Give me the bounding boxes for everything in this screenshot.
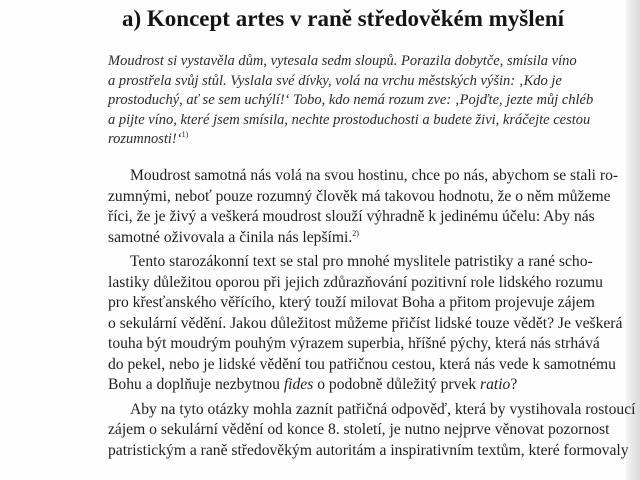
paragraph-line: o sekulární vědění. Jakou důležitost můžeme přičíst lidské touze vědět? Je veškerá: [108, 314, 623, 332]
footnote-marker: 1): [181, 130, 189, 140]
paragraph-line: [108, 228, 628, 249]
quote-line: a pijte víno, které jsem smísila, nechte prostoduchosti a budete živi, kráčejte cestou: [108, 111, 591, 128]
paragraph-line: lastiky důležitou oporou při jejich zdůrazňování pozitivní role lidského rozumu: [108, 273, 603, 291]
paragraph-line: touha být moudrým pouhým výrazem superbia, hříšné pýchy, která nás strhává: [108, 335, 600, 352]
paragraph-line: Aby na tyto otázky mohla zaznít patřičná odpověď, která by vystihovala rostoucí: [130, 400, 636, 418]
quote-line: [108, 130, 628, 150]
paragraph-line: zumnými, neboť pouze rozumný člověk má takovou hodnotu, že o něm můžeme: [108, 187, 611, 205]
line-segment: Bohu a doplňuje nezbytnou: [108, 376, 284, 393]
paragraph-line: Moudrost samotná nás volá na svou hostinu, chce po nás, abychom se stali ro-: [130, 167, 619, 184]
quote-line-text: rozumnosti!‘: [108, 131, 182, 148]
quote-line: prostoduchý, ať se sem uchýlí!‘ Tobo, kdo nemá rozum zve: ‚Pojďte, jezte můj chléb: [108, 92, 594, 109]
latin-term-fides: fides: [283, 376, 314, 393]
epigraph-quote: [108, 52, 628, 150]
footnote-marker: 2): [352, 228, 359, 238]
paragraph-line: Tento starozákonní text se stal pro mnohé myslitele patristiky a rané scho-: [130, 253, 593, 270]
paragraph-line: říci, že je živý a veškerá moudrost slouží výhradně k jedinému účelu: Aby nás: [108, 208, 595, 225]
paragraph: [108, 166, 628, 248]
paragraph-line: do pekel, nebo je lidské vědění tou patřičnou cestou, která nás vede k samotnému: [108, 355, 616, 373]
paragraph-line: patristickým a raně středověkým autoritám a inspirativním textům, které formovaly: [108, 441, 629, 459]
paragraph-line: zájem o sekulární vědění od konce 8. století, je nutno nejprve věnovat pozornost: [108, 421, 610, 438]
paragraph-line: [108, 375, 628, 396]
paragraph: [108, 252, 628, 396]
body-text: [108, 166, 636, 461]
quote-line: Moudrost si vystavěla dům, vytesala sedm sloupů. Porazila dobytče, smísila víno: [108, 53, 577, 69]
line-segment: o podobně důležitý prvek: [313, 376, 481, 393]
paragraph: [108, 400, 636, 462]
latin-term-ratio: ratio: [480, 376, 511, 393]
quote-line: a prostřela svůj stůl. Vyslala své dívky, volá na vrchu městských výšin: ‚Kdo je: [108, 72, 562, 89]
paragraph-line: pro křesťanského věřícího, který touží milovat Boha a přitom projevuje zájem: [108, 294, 595, 311]
section-heading: a) Koncept artes v raně středověkém myšlení: [122, 6, 565, 31]
paragraph-line-text: samotné oživovala a činila nás lepšími.: [108, 228, 353, 246]
line-segment: ?: [510, 376, 518, 393]
